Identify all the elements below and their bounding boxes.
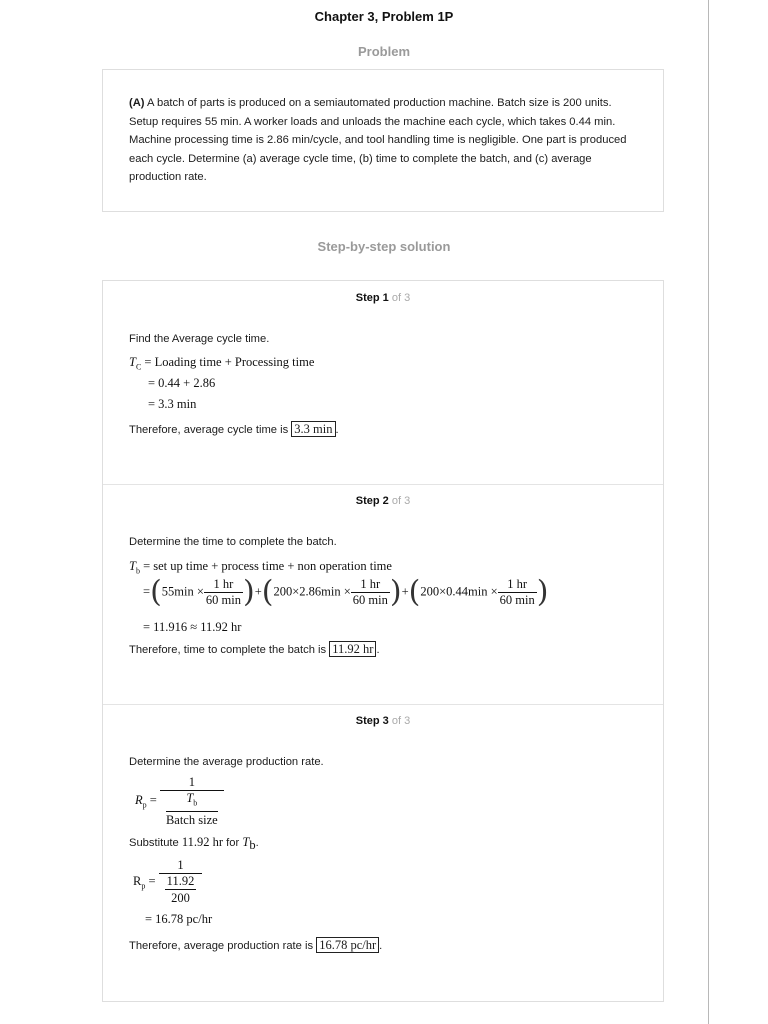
step-divider xyxy=(103,484,663,485)
step-1-of: of 3 xyxy=(391,292,411,304)
step-3-answer: 16.78 pc/hr xyxy=(316,937,379,953)
step-1-eq-line1: $T_C$ = Loading time + Processing time xyxy=(129,355,315,372)
step-1-eq-line3: = 3.3 min xyxy=(148,397,197,411)
step-2-label: Step 2 xyxy=(355,495,389,507)
step-1-label: Step 1 xyxy=(355,292,389,304)
step-1-eq-line2: = 0.44 + 2.86 xyxy=(148,376,216,390)
chapter-title: Chapter 3, Problem 1P xyxy=(314,9,454,24)
step-1-intro: Find the Average cycle time. xyxy=(129,333,270,345)
step-divider xyxy=(103,704,663,705)
problem-statement xyxy=(129,94,637,187)
step-3-eq2: $R_p$ = 1 11.92 200 xyxy=(133,858,202,906)
step-2-of: of 3 xyxy=(391,495,411,507)
step-3-intro: Determine the average production rate. xyxy=(129,756,324,768)
page-right-border xyxy=(708,0,709,1024)
problem-text: A batch of parts is produced on a semiautomated production machine. Batch size is 200 units. Setup requires 55 min. A worker loads and unloads the machine each cycle, which takes 0.44 min. Machine processing time is 2.86 min/cycle, and tool handling time is negligible. One part is produced each cycle. Determine (a) average cycle time, (b) time to complete the batch, and (c) average production rate. xyxy=(129,97,627,183)
step-3-eq: $R_p$ = 1 $T_b$ Batch size xyxy=(135,775,224,828)
problem-box xyxy=(102,69,664,212)
problem-heading: Problem xyxy=(357,44,410,59)
step-2-intro: Determine the time to complete the batch. xyxy=(129,536,337,548)
step-1-header xyxy=(103,292,663,304)
step-3-of: of 3 xyxy=(391,715,411,727)
problem-label: (A) xyxy=(129,97,145,109)
step-2-header xyxy=(103,495,663,507)
solution-heading: Step-by-step solution xyxy=(317,239,451,254)
step-3-result: = 16.78 pc/hr xyxy=(145,912,213,926)
step-2-eq-line2: =(55min × $\frac{1 hr}{60 \min}$ )+(200×2.86min × $\frac{1 hr}{60 \min}$ )+(200×0.44min × $\frac{1 hr}{60 \min}$ ) xyxy=(143,574,549,610)
step-2-conclusion: Therefore, time to complete the batch is 11.92 hr . xyxy=(129,642,380,656)
solution-box xyxy=(102,280,664,1002)
step-2-eq-line1: $T_b$ = set up time + process time + non operation time xyxy=(129,559,392,576)
step-3-conclusion: Therefore, average production rate is 16.78 pc/hr . xyxy=(129,938,383,952)
step-2-answer: 11.92 hr xyxy=(329,641,376,657)
step-3-label: Step 3 xyxy=(355,715,389,727)
step-1-conclusion: Therefore, average cycle time is 3.3 min . xyxy=(129,422,339,436)
step-3-header xyxy=(103,715,663,727)
step-2-eq-line3: = 11.916 ≈ 11.92 hr xyxy=(143,620,242,634)
step-3-substitute: Substitute 11.92 hr for $T_b$. xyxy=(129,835,259,853)
step-1-answer: 3.3 min xyxy=(291,421,335,437)
